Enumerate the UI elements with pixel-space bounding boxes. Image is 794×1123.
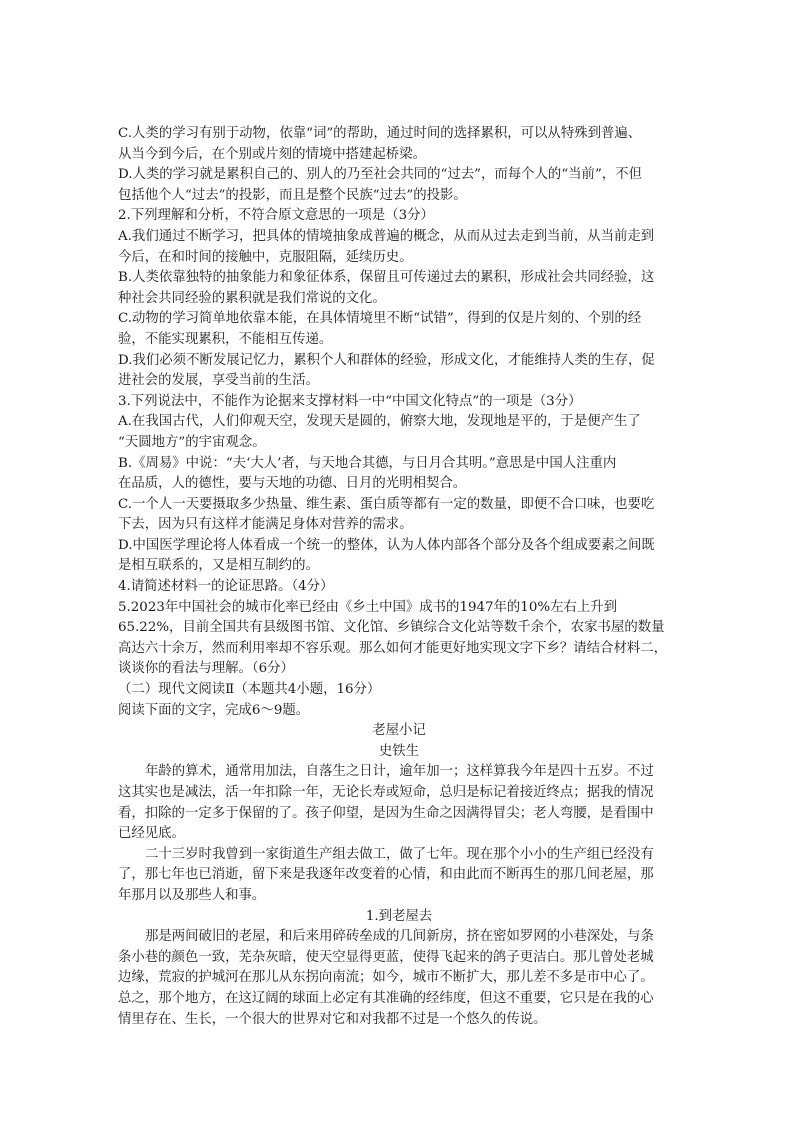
question-1-options [118,124,680,206]
q5-line-3: 高达六十余万，然而利用率却不容乐观。那么如何才能更好地实现文字下乡？请结合材料二， [118,640,668,656]
section-2-instruction: 阅读下面的文字，完成6～9题。 [118,702,310,718]
q1-option-d-line-2: 包括他个人“过去”的投影，而且是整个民族“过去”的投影。 [118,187,467,203]
para2-line-3: 年那月以及那些人和事。 [118,887,266,903]
para1-line-3: 看，扣除的一定多于保留的了。孩子仰望，是因为生命之因满得冒尖；老人弯腰，是看围中 [118,805,654,821]
q1-option-c-line-1: C.人类的学习有别于动物，依靠“词”的帮助，通过时间的选择累积，可以从特殊到普遍、 [118,126,642,141]
article-author: 史铁生 [378,743,420,759]
q1-option-c-line-2: 从当今到今后，在个别或片刻的情境中搭建起桥梁。 [118,146,426,162]
para3-line-4: 总之，那个地方，在这辽阔的球面上必定有其准确的经纬度，但这不重要，它只是在我的心 [118,990,654,1006]
q1-option-d-line-1: D.人类的学习就是累积自己的、别人的乃至社会共同的“过去”，而每个人的“当前”，不但 [118,167,642,183]
para2-line-1: 二十三岁时我曾到一家街道生产组去做工，做了七年。现在那个小小的生产组已经没有 [145,846,654,862]
q4-stem: 4.请简述材料一的论证思路。（4分） [118,579,334,595]
q5-line-1: 5.2023年中国社会的城市化率已经由《乡土中国》成书的1947年的10%左右上升到 [118,599,618,615]
question-2 [118,206,680,391]
para1-line-2: 这其实也是减法，活一年扣除一年，无论长寿或短命，总归是标记着接近终点；据我的情况 [118,785,654,800]
q3-option-b-line-1: B.《周易》中说：“夫‘大人’者，与天地合其德，与日月合其明。”意思是中国人注重内 [118,455,617,471]
q3-option-d-line-1: D.中国医学理论将人体看成一个统一的整体，认为人体内部各个部分及各个组成要素之间既 [118,537,655,553]
para3-line-2: 条小巷的颜色一致，芜杂灰暗，使天空显得更蓝，使得飞起来的鸽子更洁白。那儿曾处老城 [118,949,654,965]
q3-stem: 3.下列说法中，不能作为论据来支撑材料一中“中国文化特点”的一项是（3分） [118,393,582,409]
q3-option-d-line-2: 是相互联系的，又是相互制约的。 [118,558,319,574]
para3-line-5: 情里存在、生长，一个很大的世界对它和对我都不过是一个悠久的传说。 [118,1011,547,1027]
q2-option-a-line-1: A.我们通过不断学习，把具体的情境抽象成普遍的概念，从而从过去走到当前，从当前走到 [118,228,655,244]
q2-option-b-line-1: B.人类依靠独特的抽象能力和象征体系，保留且可传递过去的累积，形成社会共同经验，这 [118,270,655,286]
q3-option-c-line-1: C.一个人一天要摄取多少热量、维生素、蛋白质等都有一定的数量，即便不合口味，也要吃 [118,496,655,512]
para3-line-1: 那是两间破旧的老屋，和后来用碎砖垒成的几间新房，挤在密如罗网的小巷深处，与条 [145,929,654,945]
q3-option-c-line-2: 下去，因为只有这样才能满足身体对营养的需求。 [118,517,413,533]
q2-option-c-line-2: 验，不能实现累积，不能相互传递。 [118,331,333,347]
document-page [118,124,680,1030]
q2-option-a-line-2: 今后，在和时间的接触中，克服阻隔，延续历史。 [118,249,413,265]
article-paragraph-2 [118,845,680,907]
q2-option-d-line-1: D.我们必须不断发展记忆力，累积个人和群体的经验，形成文化，才能维持人类的生存，促 [118,352,655,368]
para3-line-3: 边缘，荒寂的护城河在那儿从东拐向南流；如今，城市不断扩大，那儿差不多是市中心了。 [118,970,654,986]
q3-option-a-line-2: “天圆地方”的宇宙观念。 [118,434,266,450]
article-paragraph-1 [118,762,680,844]
q2-option-d-line-2: 进社会的发展，享受当前的生活。 [118,373,319,389]
q3-option-a-line-1: A.在我国古代，人们仰观天空，发现天是圆的，俯察大地，发现地是平的，于是便产生了 [118,414,641,430]
q2-stem: 2.下列理解和分析，不符合原文意思的一项是（3分） [118,208,434,224]
q5-line-2: 65.22%，目前全国共有县级图书馆、文化馆、乡镇综合文化站等数千余个，农家书屋的数量 [118,620,665,636]
question-5 [118,598,680,680]
section-2-heading: （二）现代文阅读Ⅱ（本题共4小题，16分） [118,682,381,698]
question-3 [118,392,680,577]
para2-line-2: 了，那七年也已消逝，留下来是我逐年改变着的心情，和由此而不断再生的那几间老屋，那 [118,867,654,883]
para1-line-1: 年龄的算术，通常用加法，自落生之日计，逾年加一；这样算我今年是四十五岁。不过 [145,764,654,780]
article-subheading: 1.到老屋去 [365,908,433,924]
article-title: 老屋小记 [372,723,426,739]
q5-line-4: 谈谈你的看法与理解。（6分） [118,661,294,677]
q2-option-c-line-1: C.动物的学习简单地依靠本能，在具体情境里不断“试错”，得到的仅是片刻的、个别的经 [118,311,642,327]
para1-line-4: 已经见底。 [118,826,185,842]
q2-option-b-line-2: 种社会共同经验的累积就是我们常说的文化。 [118,290,386,306]
q3-option-b-line-2: 在品质，人的德性，要与天地的功德、日月的光明相契合。 [118,476,467,492]
article-paragraph-3 [118,927,680,1030]
